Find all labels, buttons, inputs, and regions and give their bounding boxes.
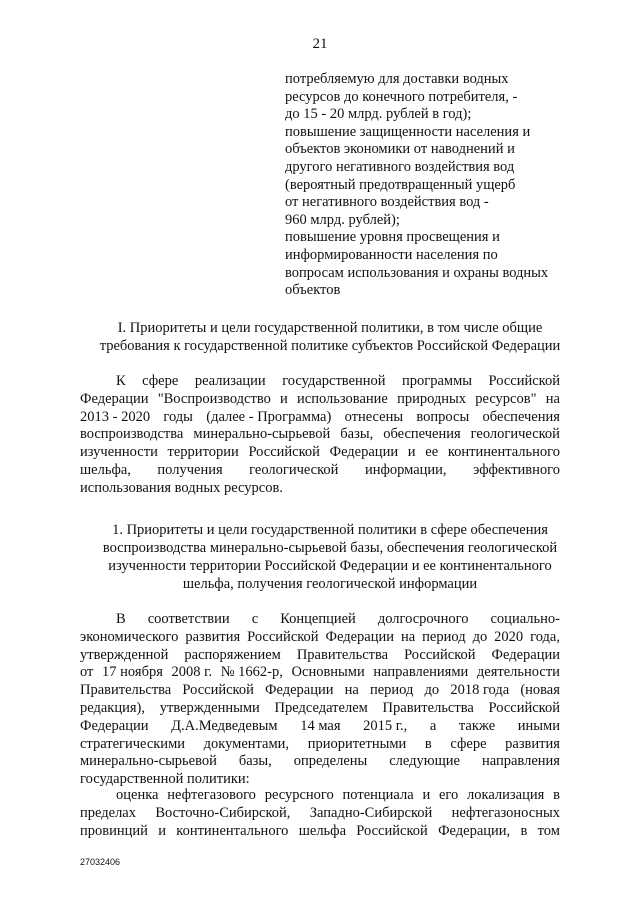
word: локализация — [467, 787, 545, 803]
word: Федерации, — [438, 822, 511, 839]
word: развития — [505, 735, 560, 752]
word: документами, — [203, 735, 290, 752]
text-line — [80, 480, 560, 498]
word: приоритетными — [307, 735, 407, 752]
word: Российской — [356, 822, 428, 839]
word: определены — [293, 753, 368, 770]
text-line — [80, 409, 560, 427]
word: государственной — [282, 373, 386, 389]
word: стратегическими — [80, 735, 186, 752]
word: утвержденной — [80, 646, 169, 663]
word: Восточно-Сибирской, — [155, 804, 291, 821]
word: направления — [481, 753, 560, 770]
column-line: повышение уровня просвещения и — [285, 229, 500, 246]
word: минерально-сырьевой — [80, 753, 217, 770]
word: и — [280, 390, 288, 407]
word: иными — [517, 717, 560, 734]
word: социально- — [490, 611, 560, 627]
word: № 1662-р, — [220, 664, 283, 681]
word: а — [429, 717, 437, 734]
word: следующие — [389, 753, 460, 770]
column-line: объектов экономики от наводнений и — [285, 141, 515, 158]
word: "Воспроизводство — [157, 390, 271, 407]
word: и — [422, 787, 431, 803]
word: его — [438, 787, 459, 803]
word: до — [424, 682, 440, 699]
text-line — [80, 736, 560, 754]
word: информации, — [364, 461, 447, 478]
word: Федерации — [325, 628, 395, 645]
word: соответствии — [147, 611, 230, 627]
text-line — [80, 629, 560, 647]
word: шельфа, — [80, 461, 131, 478]
word: Российской — [488, 373, 560, 389]
word: реализации — [194, 373, 266, 389]
column-line: 960 млрд. рублей); — [285, 211, 400, 228]
word: утвержденными — [159, 699, 260, 716]
word: нефтегазового — [167, 787, 256, 803]
word: ее — [425, 444, 439, 461]
text-line — [80, 718, 560, 736]
word: использования водных ресурсов. — [80, 479, 283, 496]
word: Российской — [247, 628, 319, 645]
word: 2018 года — [450, 682, 510, 699]
word: Концепцией — [280, 611, 356, 627]
word: Основными — [291, 664, 365, 681]
word: период — [422, 628, 466, 645]
text-line — [80, 823, 560, 841]
subsection-heading — [80, 521, 580, 593]
word: территории — [167, 444, 239, 461]
word: Правительства — [382, 699, 474, 716]
word: с — [251, 611, 259, 627]
heading-line: шельфа, получения геологической информации — [182, 576, 478, 592]
word: Правительства — [296, 646, 389, 663]
word: экономического — [80, 628, 179, 645]
word: направлениями — [373, 664, 469, 681]
text-line — [80, 664, 560, 682]
word: Федерации — [491, 646, 560, 663]
column-line: до 15 - 20 млрд. рублей в год); — [285, 106, 472, 123]
word: также — [458, 717, 496, 734]
word: получения — [157, 461, 223, 478]
word: сфере — [450, 735, 487, 752]
word: геологической — [470, 426, 560, 443]
text-line — [80, 805, 560, 823]
word: континентального — [447, 444, 560, 461]
text-line — [80, 426, 560, 444]
word: в — [553, 787, 560, 803]
word: сфере — [142, 373, 179, 389]
text-line — [80, 787, 560, 805]
word: в — [520, 822, 528, 839]
text-line — [80, 700, 560, 718]
word: годы — [163, 408, 193, 425]
word: 14 мая — [300, 717, 341, 734]
word: отнесены — [344, 408, 404, 425]
word: Федерации — [265, 682, 334, 699]
word: том — [537, 822, 560, 839]
word: ресурсного — [264, 787, 334, 803]
word: от — [80, 664, 94, 681]
word: до — [472, 628, 488, 645]
word: В — [116, 611, 126, 627]
column-line: повышение защищенности населения и — [285, 123, 531, 140]
word: деятельности — [476, 664, 560, 681]
column-line: ресурсов до конечного потребителя, - — [285, 88, 518, 105]
column-line: другого негативного воздействия вод — [285, 158, 515, 175]
word: 2008 г. — [171, 664, 213, 681]
document-code: 27032406 — [80, 857, 121, 867]
word: геологической — [249, 461, 339, 478]
word: распоряжением — [184, 646, 281, 663]
text-line — [80, 753, 560, 771]
column-line: объектов — [285, 282, 341, 299]
paragraph-oil-gas-assessment — [80, 787, 560, 840]
word: пределах — [80, 804, 136, 821]
word: обеспечения — [383, 426, 461, 443]
word: развития — [185, 628, 241, 645]
word: воспроизводства — [80, 426, 184, 443]
word: (новая — [520, 682, 560, 699]
word: 2013 - 2020 — [80, 408, 151, 425]
word: государственной политики: — [80, 771, 250, 788]
word: Д.А.Медведевым — [171, 717, 278, 734]
paragraph-policy-basis — [80, 611, 560, 789]
word: долгосрочного — [377, 611, 469, 627]
word: на — [401, 628, 416, 645]
heading-line: требования к государственной политике субъектов Российской Федерации — [99, 338, 561, 354]
text-line — [80, 391, 560, 409]
word: нефтегазоносных — [451, 804, 560, 821]
continuation-column — [285, 71, 585, 300]
word: базы, — [340, 426, 374, 443]
heading-line: I. Приоритеты и цели государственной политики, в том числе общие — [117, 320, 543, 336]
word: базы, — [238, 753, 272, 770]
word: ресурсов" — [475, 390, 537, 407]
word: Российской — [488, 699, 560, 716]
page-number: 21 — [312, 36, 328, 52]
word: период — [369, 682, 414, 699]
word: Российской — [182, 682, 254, 699]
word: вопросы — [416, 408, 470, 425]
text-line — [80, 373, 560, 391]
word: Председателем — [274, 699, 368, 716]
word: минерально-сырьевой — [193, 426, 331, 443]
word: Федерации — [80, 717, 149, 734]
word: шельфа — [298, 822, 346, 839]
word: К — [116, 373, 126, 389]
heading-line: воспроизводства минерально-сырьевой базы, обеспечения геологической — [102, 540, 558, 556]
word: Федерации — [80, 390, 149, 407]
column-line: информированности населения по — [285, 246, 498, 263]
text-line — [80, 647, 560, 665]
word: Правительства — [80, 682, 172, 699]
word: на — [344, 682, 359, 699]
text-line — [80, 444, 560, 462]
text-line — [80, 462, 560, 480]
word: Западно-Сибирской — [309, 804, 433, 821]
word: 2015 г., — [363, 717, 408, 734]
section-heading — [80, 319, 580, 355]
word: в — [424, 735, 432, 752]
heading-line: 1. Приоритеты и цели государственной политики в сфере обеспечения — [112, 522, 548, 538]
word: изученности — [80, 444, 158, 461]
column-line: вопросам использования и охраны водных — [285, 264, 549, 281]
heading-line: изученности территории Российской Федерации и ее континентального — [108, 558, 552, 574]
text-line — [80, 611, 560, 629]
word: континентального — [176, 822, 289, 839]
paragraph-program-scope — [80, 373, 560, 498]
word: (далее - Программа) — [206, 408, 332, 425]
word: эффективного — [473, 461, 560, 478]
word: оценка — [116, 787, 159, 803]
word: природных — [397, 390, 467, 407]
word: и — [158, 822, 166, 839]
column-line: (вероятный предотвращенный ущерб — [285, 176, 516, 193]
word: Федерации — [329, 444, 399, 461]
word: использование — [297, 390, 388, 407]
word: на — [545, 390, 560, 407]
text-line — [80, 682, 560, 700]
word: 2020 — [494, 628, 524, 645]
word: программы — [402, 373, 473, 389]
word: Российской — [248, 444, 320, 461]
word: и — [407, 444, 416, 461]
word: 17 ноября — [102, 664, 163, 681]
word: Российской — [404, 646, 476, 663]
word: обеспечения — [482, 408, 560, 425]
column-line: от негативного воздействия вод - — [285, 194, 489, 211]
word: года, — [530, 628, 560, 645]
word: потенциала — [342, 787, 414, 803]
column-line: потребляемую для доставки водных — [285, 71, 509, 87]
word: редакция), — [80, 699, 145, 716]
word: провинций — [80, 822, 148, 839]
